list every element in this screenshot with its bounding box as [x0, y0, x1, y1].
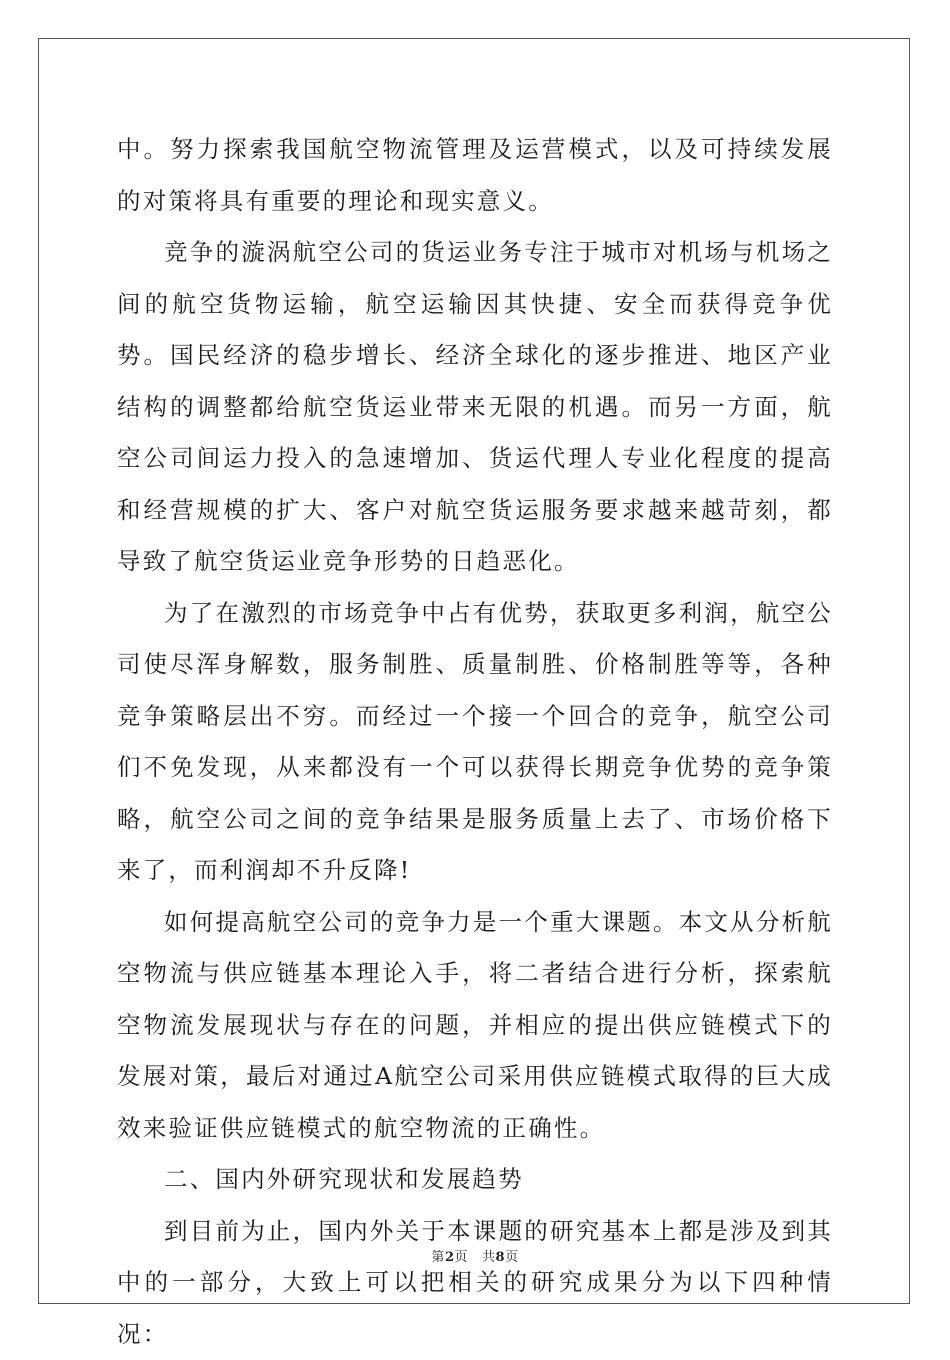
page-footer [0, 1246, 950, 1265]
document-body [117, 124, 833, 1360]
total-suffix: 页 [505, 1250, 519, 1265]
paragraph-4: 如何提高航空公司的竞争力是一个重大课题。本文从分析航空物流与供应链基本理论入手，将二者结合进行分析，探索航空物流发展现状与存在的问题，并相应的提出供应链模式下的发展对策，最后对通过A航空公司采用供应链模式取得的巨大成效来验证供应链模式的航空物流的正确性。 [117, 897, 833, 1155]
paragraph-3: 为了在激烈的市场竞争中占有优势，获取更多利润，航空公司使尽浑身解数，服务制胜、质量制胜、价格制胜等等，各种竞争策略层出不穷。而经过一个接一个回合的竞争，航空公司们不免发现，从来都没有一个可以获得长期竞争优势的竞争策略，航空公司之间的竞争结果是服务质量上去了、市场价格下来了，而利润却不升反降! [117, 588, 833, 897]
section-heading: 二、国内外研究现状和发展趋势 [117, 1154, 833, 1206]
total-prefix: 共 [482, 1250, 496, 1265]
page-suffix: 页 [454, 1250, 468, 1265]
total-pages: 8 [496, 1250, 506, 1265]
page-prefix: 第 [431, 1250, 445, 1265]
paragraph-2: 竞争的漩涡航空公司的货运业务专注于城市对机场与机场之间的航空货物运输，航空运输因其快捷、安全而获得竞争优势。国民经济的稳步增长、经济全球化的逐步推进、地区产业结构的调整都给航空货运业带来无限的机遇。而另一方面，航空公司间运力投入的急速增加、货运代理人专业化程度的提高和经营规模的扩大、客户对航空货运服务要求越来越苛刻，都导致了航空货运业竞争形势的日趋恶化。 [117, 227, 833, 588]
paragraph-5: 到目前为止，国内外关于本课题的研究基本上都是涉及到其中的一部分，大致上可以把相关的研究成果分为以下四种情况： [117, 1206, 833, 1360]
paragraph-1: 中。努力探索我国航空物流管理及运营模式，以及可持续发展的对策将具有重要的理论和现实意义。 [117, 124, 833, 227]
page-number: 2 [445, 1250, 455, 1265]
